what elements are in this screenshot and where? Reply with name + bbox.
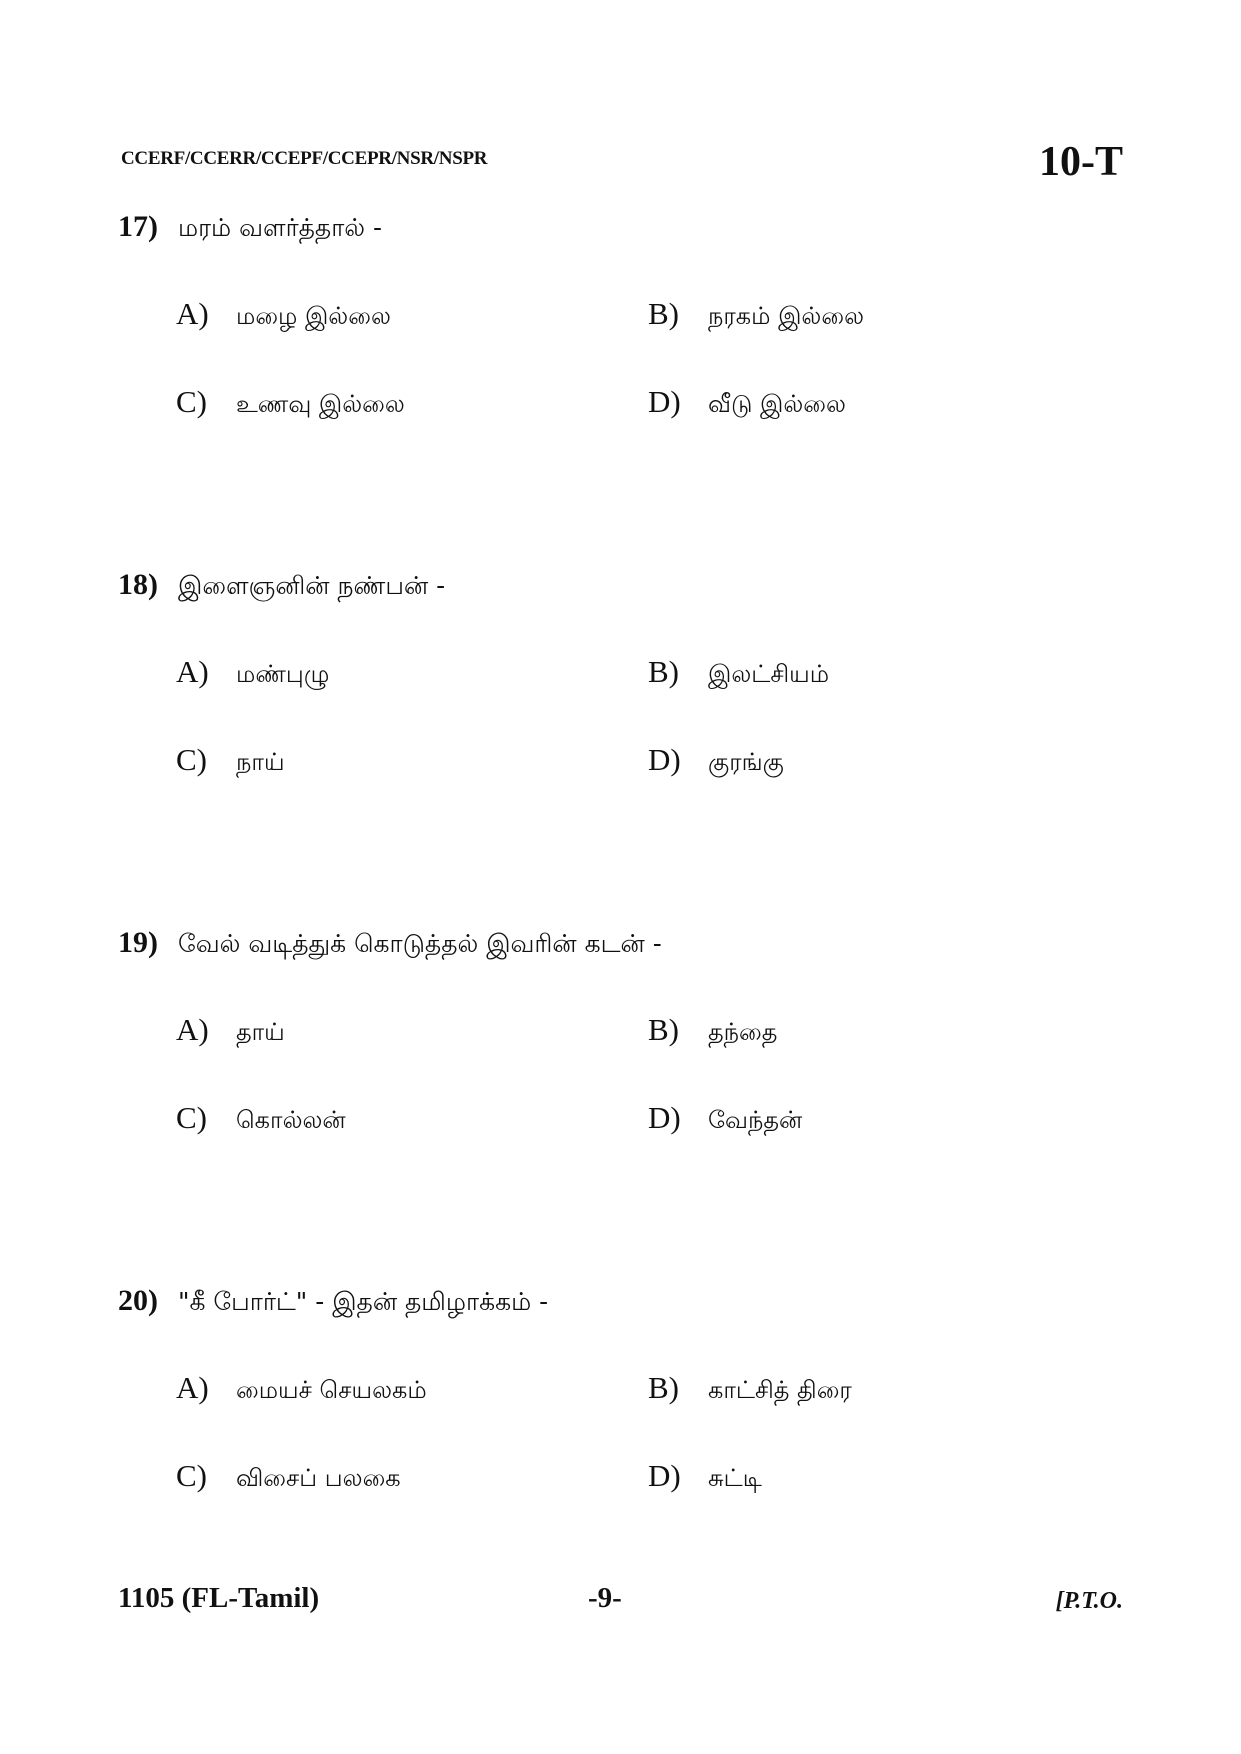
option-b <box>648 1012 777 1049</box>
option-text: கொல்லன் <box>236 1106 346 1134</box>
option-text: மண்புழு <box>236 660 330 688</box>
option-text: குரங்கு <box>708 748 784 776</box>
option-letter: C) <box>176 742 207 777</box>
question-number: 20) <box>118 1284 158 1317</box>
options <box>118 296 1128 446</box>
option-b <box>648 1370 852 1407</box>
option-d <box>648 742 784 779</box>
option-b <box>648 296 864 333</box>
paper-code: 10-T <box>1039 139 1123 185</box>
options <box>118 654 1128 804</box>
option-text: மையச் செயலகம் <box>236 1376 427 1404</box>
question-text: "கீ போர்ட்" - இதன் தமிழாக்கம் - <box>178 1287 549 1316</box>
option-letter: B) <box>648 1370 679 1405</box>
option-text: மழை இல்லை <box>236 302 391 330</box>
question-number: 18) <box>118 568 158 601</box>
option-letter: C) <box>176 1458 207 1493</box>
header-code: CCERF/CCERR/CCEPF/CCEPR/NSR/NSPR <box>121 148 488 169</box>
option-text: வீடு இல்லை <box>708 390 846 418</box>
option-text: சுட்டி <box>708 1464 762 1492</box>
option-letter: A) <box>176 296 209 331</box>
option-letter: C) <box>176 1100 207 1135</box>
option-letter: C) <box>176 384 207 419</box>
option-a <box>176 296 391 333</box>
option-a <box>176 1012 285 1049</box>
option-d <box>648 384 846 421</box>
page-number: -9- <box>588 1582 622 1614</box>
question-number: 19) <box>118 926 158 959</box>
option-d <box>648 1458 762 1495</box>
footer-paper-code: 1105 (FL-Tamil) <box>118 1582 320 1614</box>
option-d <box>648 1100 802 1137</box>
option-a <box>176 654 329 691</box>
options <box>118 1370 1128 1520</box>
option-c <box>176 742 285 779</box>
question-text: வேல் வடித்துக் கொடுத்தல் இவரின் கடன் - <box>178 929 662 958</box>
question-20 <box>118 1284 1128 1520</box>
option-c <box>176 1458 401 1495</box>
options <box>118 1012 1128 1162</box>
option-letter: D) <box>648 1100 681 1135</box>
option-text: தாய் <box>236 1018 285 1046</box>
option-letter: B) <box>648 296 679 331</box>
option-c <box>176 384 405 421</box>
question-text: மரம் வளர்த்தால் - <box>178 213 382 242</box>
option-text: வேந்தன் <box>708 1106 803 1134</box>
option-text: நரகம் இல்லை <box>708 302 864 330</box>
please-turn-over: [P.T.O. <box>1055 1588 1123 1614</box>
option-letter: D) <box>648 742 681 777</box>
question-number: 17) <box>118 210 158 243</box>
question-18 <box>118 568 1128 804</box>
option-letter: A) <box>176 1012 209 1047</box>
option-letter: D) <box>648 384 681 419</box>
option-letter: B) <box>648 654 679 689</box>
option-text: தந்தை <box>708 1018 778 1046</box>
option-text: உணவு இல்லை <box>236 390 405 418</box>
question-text: இளைஞனின் நண்பன் - <box>178 571 446 600</box>
option-a <box>176 1370 427 1407</box>
option-text: காட்சித் திரை <box>708 1376 852 1404</box>
option-c <box>176 1100 346 1137</box>
option-letter: D) <box>648 1458 681 1493</box>
option-text: விசைப் பலகை <box>236 1464 401 1492</box>
option-letter: A) <box>176 1370 209 1405</box>
option-letter: B) <box>648 1012 679 1047</box>
option-text: நாய் <box>236 748 285 776</box>
option-letter: A) <box>176 654 209 689</box>
question-19 <box>118 926 1128 1162</box>
question-17 <box>118 210 1128 446</box>
option-b <box>648 654 829 691</box>
option-text: இலட்சியம் <box>708 660 830 688</box>
